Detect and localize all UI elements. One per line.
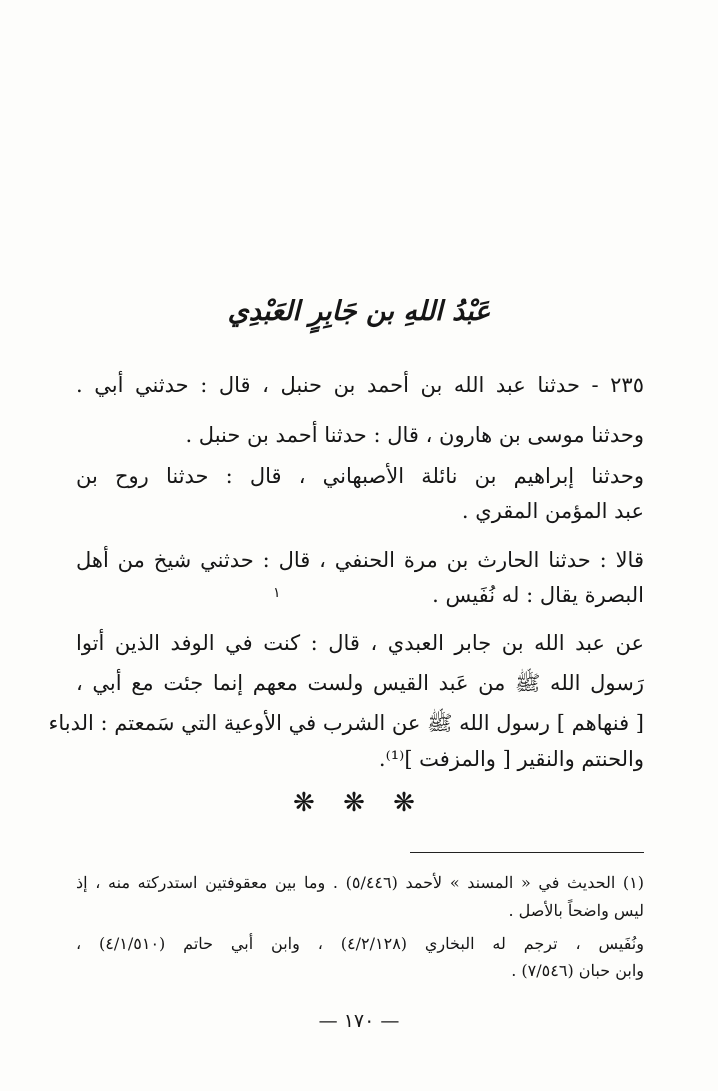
text-line: والحنتم والنقير [ والمزفت ]⁽¹⁾.	[378, 747, 644, 771]
text-line: عبد المؤمن المقري .	[461, 499, 644, 523]
page-title: عَبْدُ اللهِ بن جَابِرٍ العَبْدِي	[227, 296, 491, 327]
footnote-line: ونُفَيس ، ترجم له البخاري (٤/٢/١٢٨) ، وابن أبي حاتم (٤/١/٥١٠) ،	[76, 934, 644, 953]
section-separator: ❋ ❋ ❋	[293, 788, 425, 818]
text-line: قالا : حدثنا الحارث بن مرة الحنفي ، قال : حدثني شيخ من أهل	[76, 548, 644, 572]
text-line: وحدثنا إبراهيم بن نائلة الأصبهاني ، قال : حدثنا روح بن	[76, 464, 644, 488]
text-line: البصرة يقال : له نُفَيس .	[432, 583, 644, 607]
text-line: وحدثنا موسى بن هارون ، قال : حدثنا أحمد بن حنبل .	[185, 423, 644, 447]
page-number: — ١٧٠ —	[318, 1010, 400, 1032]
footnote-line: ليس واضحاً بالأصل .	[508, 901, 644, 920]
text-line: [ فنهاهم ] رسول الله ﷺ عن الشرب في الأوعية التي سَمعتم : الدباء	[48, 711, 644, 735]
text-line: ٢٣٥ - حدثنا عبد الله بن أحمد بن حنبل ، قال : حدثني أبي .	[76, 373, 644, 397]
footnote-line: (١) الحديث في « المسند » لأحمد (٥/٤٤٦) . وما بين معقوفتين استدركته منه ، إذ	[76, 873, 644, 892]
margin-marker: ١	[273, 585, 281, 601]
text-line: رَسول الله ﷺ من عَبد القيس ولست معهم إنما جئت مع أبي ،	[76, 671, 644, 695]
footnote-divider	[410, 852, 644, 853]
text-line: عن عبد الله بن جابر العبدي ، قال : كنت في الوفد الذين أتوا	[76, 631, 644, 655]
footnote-line: وابن حبان (٧/٥٤٦) .	[511, 961, 644, 980]
